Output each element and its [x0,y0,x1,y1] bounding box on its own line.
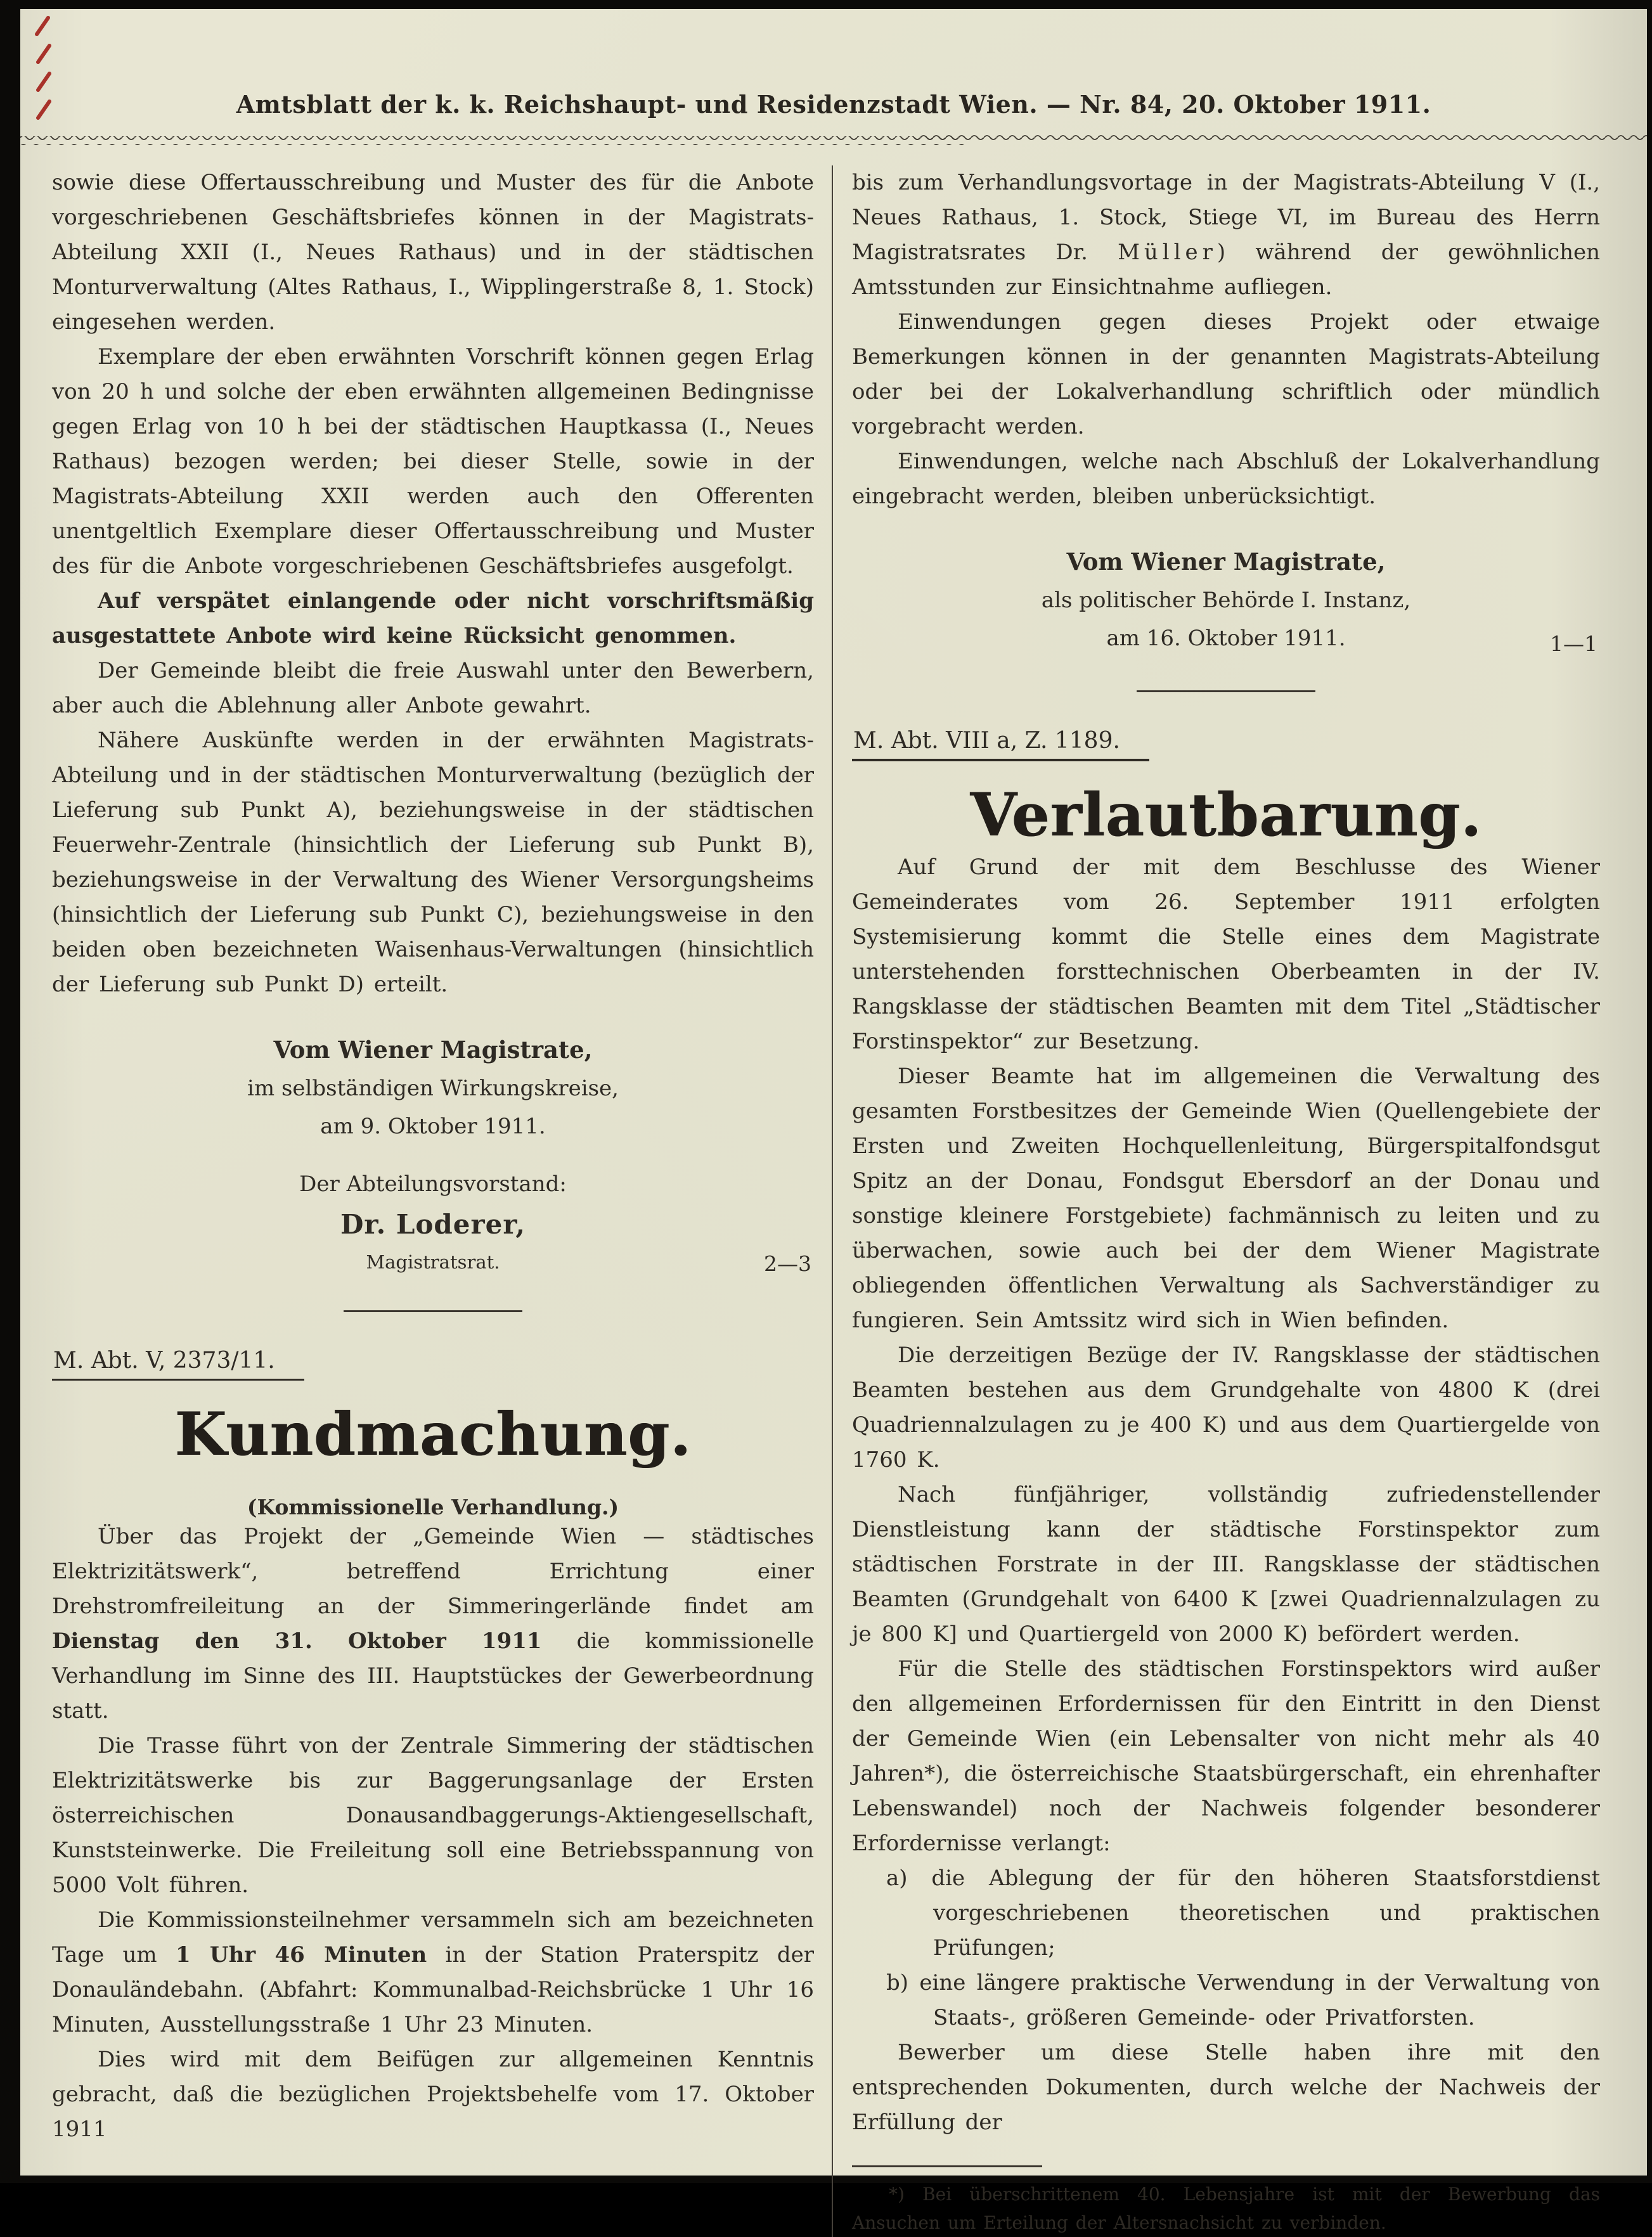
paragraph-trasse: Die Trasse führt von der Zentrale Simmering der städtischen Elektrizitätswerke bis zur Baggerungsanlage der Ersten österreichischen Donausandbaggerungs-Aktiengesellschaft, Kunststeinwerke. Die Freileitung soll eine Betriebsspannung von 5000 Volt führen. [52,1733,814,1898]
paragraph-beamter-aufgaben: Dieser Beamte hat im allgemeinen die Verwaltung des gesamten Forstbesitzes der Gemeinde Wien (Quellengebiete der Ersten und Zweiten Hochquellenleitung, Bürgerspitalfondsgut Spitz an der Donau, Fondsgut Ebersdorf an der Donau und sonstige kleinere Forstgebiete) fachmännisch zu leiten und zu überwachen, sowie auch bei der dem Wiener Magistrate obliegenden öffentlichen Verwaltung als Sachverständiger zu fungieren. Sein Amtssitz wird sich in Wien befinden. [852,1064,1600,1333]
date-emphasis: Dienstag den 31. Oktober 1911 [52,1628,542,1654]
list-marker: b) [886,1970,909,1995]
text-run: die kommissionelle Verhandlung im Sinne des III. Hauptstückes der Gewerbeordnung statt. [52,1628,815,1724]
list-text: die Ablegung der für den höheren Staatsforstdienst vorgeschriebenen theoretischen und praktischen Prüfungen; [931,1866,1600,1961]
paragraph-exemplare: Exemplare der eben erwähnten Vorschrift können gegen Erlag von 20 h und solche der eben erwähnten allgemeinen Bedingnisse gegen Erlag von 10 h bei der städtischen Hauptkassa (I., Neues Rathaus) bezogen werden; bei dieser Stelle, sowie in der Magistrats-Abteilung XXII werden auch den Offerenten unentgeltlich Exemplare dieser Offertausschreibung und Muster des für die Anbote vorgeschriebenen Geschäftsbriefes ausgefolgt. [52,344,814,579]
section-divider-rule [344,1310,522,1312]
signature-date: am 16. Oktober 1911. [1106,626,1346,651]
signature-issuer: Vom Wiener Magistrate, [1066,548,1386,576]
signature-block-magistrat-2 [852,542,1600,657]
paragraph-bewerber: Bewerber um diese Stelle haben ihre mit den entsprechenden Dokumenten, durch welche der Nachweis der Erfüllung der [852,2040,1600,2135]
file-reference-row [852,728,1600,761]
signature-date: am 9. Oktober 1911. [320,1114,546,1139]
officer-block [52,1166,814,1277]
paragraph-projekt [52,1519,814,1729]
paragraph-erfordernisse: Für die Stelle des städtischen Forstinspektors wird außer den allgemeinen Erfordernissen für den Eintritt in den Dienst der Gemeinde Wien (ein Lebensalter von nicht mehr als 40 Jahren*), die österreichische Staatsbürgerschaft, ein ehrenhafter Lebenswandel) noch der Nachweis folgender besonderer Erfordernisse verlangt: [852,1656,1600,1856]
insertion-note: 1—1 [1550,631,1597,656]
file-reference: M. Abt. VIII a, Z. 1189. [852,728,1149,761]
paragraph-verspaetete-anbote: Auf verspätet einlangende oder nicht vorschriftsmäßig ausgestattete Anbote wird keine Rücksicht genommen. [52,588,814,648]
kundmachung-subheading: (Kommissionelle Verhandlung.) [247,1495,619,1519]
paragraph-freie-auswahl: Der Gemeinde bleibt die freie Auswahl unter den Bewerbern, aber auch die Ablehnung aller Anbote gewahrt. [52,658,814,718]
left-column [52,165,833,2237]
footnote-rule [852,2165,1042,2167]
paragraph-bezuege: Die derzeitigen Bezüge der IV. Rangsklasse der städtischen Beamten bestehen aus dem Grundgehalte von 4800 K (drei Quadriennalzulagen zu je 400 K) und aus dem Quartiergelde von 1760 K. [852,1343,1600,1473]
file-reference-row [52,1348,814,1381]
paragraph-kommission [52,1903,814,2042]
signature-issuer: Vom Wiener Magistrate, [273,1036,593,1064]
paper-sheet [20,9,1647,2233]
list-text: eine längere praktische Verwendung in der Verwaltung von Staats-, größeren Gemeinde- oder Privatforsten. [919,1970,1600,2030]
verlautbarung-heading: Verlautbarung. [970,780,1482,850]
file-reference: M. Abt. V, 2373/11. [52,1348,304,1381]
two-column-text-area [52,165,1600,2237]
footnote-block [852,2165,1600,2237]
signature-capacity: als politischer Behörde I. Instanz, [1041,588,1411,613]
officer-name: Dr. Loderer, [340,1209,526,1240]
paragraph-naehere-auskuenfte: Nähere Auskünfte werden in der erwähnten Magistrats-Abteilung und in der städtischen Monturverwaltung (bezüglich der Lieferung sub Punkt A), beziehungsweise in der städtischen Feuerwehr-Zentrale (hinsichtlich der Lieferung sub Punkt B), beziehungsweise in der Verwaltung des Wiener Versorgungsheims (hinsichtlich der Lieferung sub Punkt C), beziehungsweise in den beiden oben bezeichneten Waisenhaus-Verwaltungen (hinsichtlich der Lieferung sub Punkt D) erteilt. [52,728,814,997]
signature-block-magistrat-1 [52,1030,814,1145]
paragraph-verhandlungsvortage [852,165,1600,305]
list-marker: a) [886,1866,908,1891]
text-run: ) während der gewöhnlichen Amtsstunden zur Einsichtnahme aufliegen. [852,240,1600,300]
text-run: bis zum Verhandlungsvortage in der Magistrats-Abteilung V (I., Neues Rathaus, 1. Stock, Stiege VI, im Bureau des Herrn Magistratsrates Dr. [852,170,1600,265]
name-letterspaced: Müller [1118,240,1217,265]
insertion-note: 2—3 [764,1251,811,1276]
text-run: Die Kommissionsteilnehmer versammeln sich am bezeichneten Tage um [52,1907,814,1968]
paragraph-kenntnis: Dies wird mit dem Beifügen zur allgemeinen Kenntnis gebracht, daß die bezüglichen Projektsbehelfe vom 17. Oktober 1911 [52,2047,814,2142]
paragraph-offert-continuation: sowie diese Offertausschreibung und Muster des für die Anbote vorgeschriebenen Geschäftsbriefes können in der Magistrats-Abteilung XXII (I., Neues Rathaus) und in der städtischen Monturverwaltung (Altes Rathaus, I., Wipplingerstraße 8, 1. Stock) eingesehen werden. [52,170,814,335]
paragraph-einwendungen-2: Einwendungen, welche nach Abschluß der Lokalverhandlung eingebracht werden, bleiben unberücksichtigt. [852,449,1600,509]
footnote-text: *) Bei überschrittenem 40. Lebensjahre ist mit der Bewerbung das Ansuchen um Erteilung der Altersnachsicht zu verbinden. [852,2184,1600,2233]
section-divider-rule [1137,690,1315,692]
paragraph-systemisierung: Auf Grund der mit dem Beschlusse des Wiener Gemeinderates vom 26. September 1911 erfolgten Systemisierung kommt die Stelle eines dem Magistrate unterstehenden forsttechnischen Oberbeamten in der IV. Rangsklasse der städtischen Beamten mit dem Titel „Städtischer Forstinspektor“ zur Besetzung. [852,854,1600,1054]
right-column [833,165,1600,2237]
red-archive-marks-icon [27,13,60,130]
text-run: in der Station Praterspitz der Donauländebahn. (Abfahrt: Kommunalbad-Reichsbrücke 1 Uhr 16 Minuten, Ausstellungsstraße 1 Uhr 23 Minuten. [52,1942,814,2037]
paragraph-befoerderung: Nach fünfjähriger, vollständig zufriedenstellender Dienstleistung kann der städtische Forstinspektor zum städtischen Forstrate in der III. Rangsklasse der städtischen Beamten (Grundgehalt von 6400 K [zwei Quadriennalzulagen zu je 800 K] und Quartiergeld von 2000 K) befördert werden. [852,1482,1600,1647]
kundmachung-heading: Kundmachung. [174,1400,692,1469]
page-header: Amtsblatt der k. k. Reichshaupt- und Residenzstadt Wien. — Nr. 84, 20. Oktober 1911. [236,90,1431,119]
list-item-b [852,1966,1600,2035]
wavy-divider [20,132,1647,146]
officer-title: Magistratsrat. [366,1251,500,1273]
officer-intro: Der Abteilungsvorstand: [299,1171,567,1197]
text-run: Über das Projekt der „Gemeinde Wien — städtisches Elektrizitätswerk“, betreffend Errichtung einer Drehstromfreileitung an der Simmeringerlände findet am [52,1524,814,1619]
signature-capacity: im selbständigen Wirkungskreise, [247,1076,619,1101]
time-emphasis: 1 Uhr 46 Minuten [175,1942,427,1968]
paragraph-einwendungen-1: Einwendungen gegen dieses Projekt oder etwaige Bemerkungen können in der genannten Magistrats-Abteilung oder bei der Lokalverhandlung schriftlich oder mündlich vorgebracht werden. [852,309,1600,439]
list-item-a [852,1861,1600,1966]
